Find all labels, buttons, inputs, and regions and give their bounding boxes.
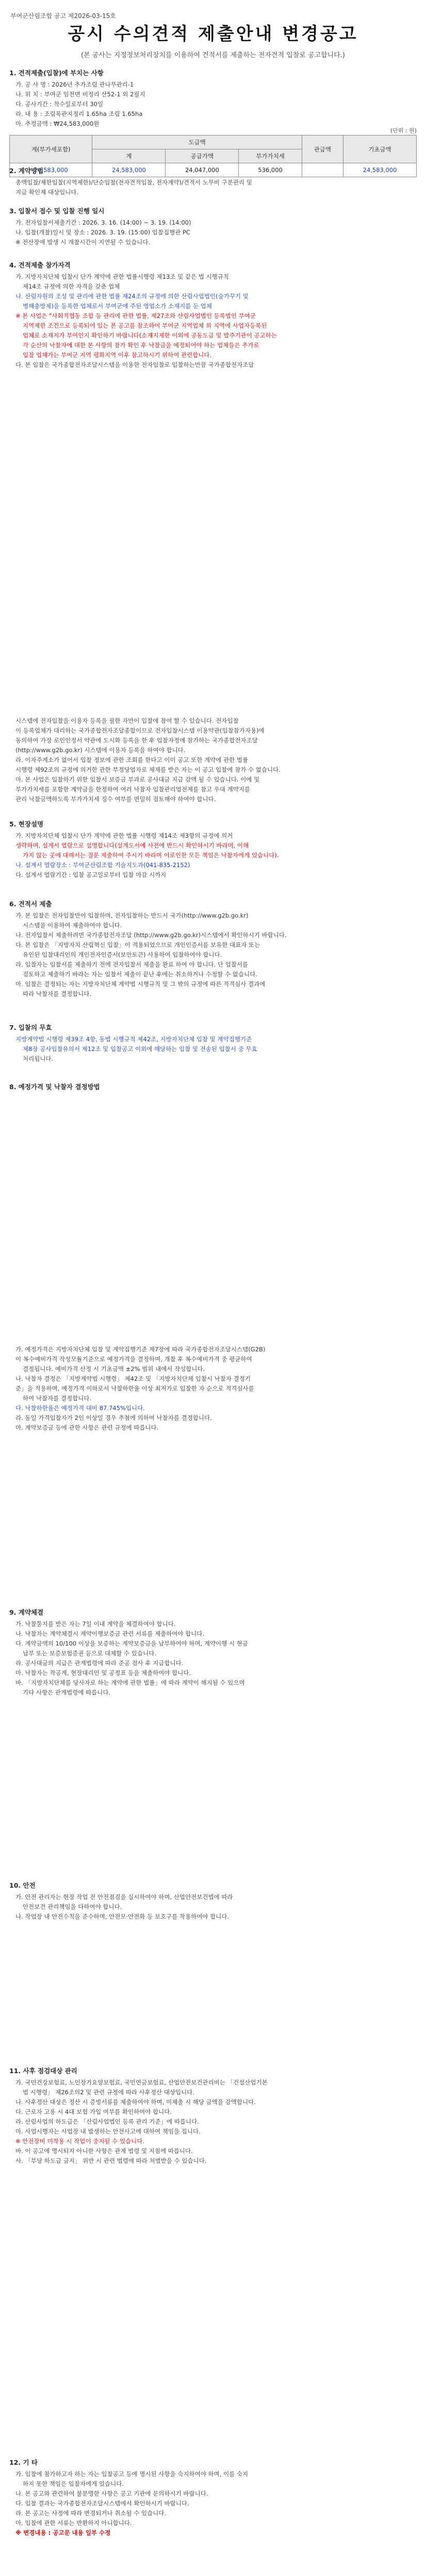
price-header-total: 계(부가세포함) <box>10 135 92 163</box>
section-line: 법 시행령」 제26조의2 및 관련 규정에 따라 사후정산 대상입니다. <box>23 2089 194 2096</box>
section-title: 6. 견적서 제출 <box>9 900 52 908</box>
section-line: 나. 산림자원의 조성 및 관리에 관한 법률 제24조의 규정에 의한 산림사업법인(숲가꾸기 및 <box>15 293 249 300</box>
section-line: 라. 입찰자는 입찰서를 제출하기 전에 전자입찰서 제출을 완료 하여 야 합니다. 단 입찰서를 <box>15 961 249 968</box>
price-cell-base: 24,583,000 <box>343 163 417 177</box>
section-line: 생략하며, 설계서 열람으로 설명합니다(설계도서에 사전에 반드시 확인하시기 바라며, 이해 <box>15 842 249 849</box>
section-line: 가. 안전 관리자는 현장 작업 전 안전점검을 실시하여야 하며, 산업안전보건법에 따라 <box>15 1893 233 1901</box>
section-line: 병해충방제)을 등록한 업체로서 부여군에 주된 영업소가 소재지를 둔 업체 <box>23 302 212 310</box>
section-title: 1. 견적제출(입찰)에 부치는 사항 <box>9 69 104 77</box>
price-subheader-supply: 공급가액 <box>166 149 239 163</box>
section-line: 총액입찰/제한입찰(지역제한)/단순입찰(전자견적입찰, 전자계약)/견적서 노무비 구분관리 및 <box>15 179 252 186</box>
section-misc <box>9 2458 417 2538</box>
section-line: 나. 낙찰자는 계약체결시 계약이행보증금 관련 서류를 제출하여야 합니다. <box>15 1630 205 1637</box>
section-line: 나. 설계서 열람장소 : 부여군산림조합 기술지도과(041-835-2152) <box>15 861 190 869</box>
section-line: 업체로 소재지가 부여인지 확인하기 바랍니다(소재지제한 이외에 공동도급 및 발주기관이 공고하는 <box>23 332 277 339</box>
section-site-briefing <box>9 819 417 880</box>
section-eligibility <box>9 260 417 370</box>
section-line: 다. 입찰 결과는 국가종합전자조달시스템에서 확인하시기 바랍니다. <box>15 2500 189 2507</box>
section-line: 시행령 제92조의 규정에 의거한 관한 부정당업자로 제재를 받은 자는 이 공고 입찰에 참가 수 없습니다. <box>15 766 281 773</box>
section-eligibility-cont <box>9 716 417 804</box>
section-line: 검토하고 제출하기 바라는 자는 입찰서 제출이 끝난 후에는 취소하거나 수정할 수 없습니다. <box>23 971 257 978</box>
section-line: 라. 동일 가격입찰자가 2인 이상일 경우 추첨에 의하여 낙찰자를 결정합니다. <box>15 1414 212 1421</box>
section-title: 12. 기 타 <box>9 2459 38 2466</box>
section-line: 라. 내 용 : 조림목관지정리 1.65ha 조림 1.65ha <box>15 110 143 117</box>
price-cell-vat: 536,000 <box>239 163 302 177</box>
section-line: 나. 위 치 : 부여군 임천면 비정리 산52-1 외 2필지 <box>15 91 145 98</box>
section-line: 안전보건 관리책임을 다하여야 합니다. <box>23 1903 122 1910</box>
section-schedule <box>9 206 417 247</box>
price-unit: (단위 : 원) <box>390 127 417 134</box>
section-line: 제8장 공사입찰유의서 제12조 및 입찰공고 이외에 해당하는 입찰 및 전송된 입찰서 중 무효 <box>23 1045 257 1053</box>
section-line: 마. 추정금액 : ₩24,583,000원 <box>15 120 100 127</box>
section-title: 8. 예정가격 및 낙찰자 결정방법 <box>9 1083 100 1091</box>
price-header-base: 기초금액 <box>343 135 417 163</box>
section-title: 10. 안전 <box>9 1882 36 1889</box>
section-line: 기타 사항은 관계법령에 따릅니다. <box>23 1689 111 1696</box>
section-line: 따라 낙찰자를 결정합니다. <box>23 990 92 997</box>
section-line: 라. 본 공고는 사정에 따라 변경되거나 취소될 수 있습니다. <box>15 2510 167 2517</box>
section-line: 마. 낙찰자는 착공계, 현장대리인 및 공정표 등을 제출하여야 합니다. <box>15 1669 191 1676</box>
section-line: 라. 이자주계소가 없어서 입찰 정보에 관한 조회를 한다고 이미 공고 또한 계약에 관한 법률 <box>15 756 249 764</box>
section-post-check <box>9 2066 417 2166</box>
section-line: 마. 계약보증금 등에 관한 사항은 관련 규정에 따릅니다. <box>15 1424 159 1431</box>
price-header-govt: 관급액 <box>302 135 343 163</box>
section-award-method <box>9 1082 417 1094</box>
section-line: 가지 않는 곳에 대해서는 질문 제출하여 주시기 바라며 이로인한 모든 책임은 낙찰자에게 있습니다). <box>23 852 279 859</box>
section-line: 준」을 적용하며, 예정가격 이하로서 낙찰하한율 이상 최저가로 입찰한 자 순으로 적격심사를 <box>15 1385 254 1392</box>
section-line: 가. 낙찰통지를 받은 자는 7일 이내 계약을 체결하여야 합니다. <box>15 1620 176 1628</box>
section-line: 다. 공사기간 : 착수일로부터 30일 <box>15 100 104 108</box>
section-award-detail <box>9 1345 417 1433</box>
section-line: 나. 작업장 내 안전수칙을 준수하며, 안전모·안전화 등 보호구를 착용하여야 합니다. <box>15 1913 230 1920</box>
section-line: 바. 이 공고에 명시되지 아니한 사항은 관계 법령 및 지침에 따릅니다. <box>15 2147 193 2155</box>
price-cell-total: 24,583,000 <box>10 163 92 177</box>
section-safety <box>9 1880 417 1922</box>
section-line: 가. 공 사 명 : 2026년 추가조림 관나무관리-1 <box>15 81 134 88</box>
section-title: 2. 계약방법 <box>9 167 44 175</box>
section-title: 9. 계약체결 <box>9 1608 44 1616</box>
section-line: 마. 사업시행자는 사업장 내 발생하는 안전사고에 대하여 책임을 집니다. <box>15 2128 201 2135</box>
section-line: 가. 국민건강보험료, 노인장기요양보험료, 국민연금보험료, 산업안전보건관리비는 「건설산업기본 <box>15 2079 268 2086</box>
section-line: 지역제한 조건으로 등록되어 있는 본 공고를 참조하여 부여군 지역업체 외 지역에 사업자등록된 <box>23 322 267 329</box>
section-line: 다. 본 입찰은 「지방자치 산림혁신 입찰」이 적용되었으므로 개인인증서를 보유한 대표자 또는 <box>15 941 260 948</box>
section-contract-method <box>9 166 417 197</box>
section-line: 나. 낙찰자 결정은 「지방계약법 시행령」 제42조 및 「지방자치단체 입찰시 낙찰자 결정기 <box>15 1375 251 1382</box>
section-title: 4. 견적제출 참가자격 <box>9 261 71 269</box>
section-line: ※ 변경내용 : 공고문 내용 일부 수정 <box>15 2529 111 2536</box>
section-line: ※ 안전장비 미착용 시 작업이 중지될 수 있습니다. <box>15 2138 144 2145</box>
section-line: 하여 낙찰자를 결정합니다. <box>23 1395 92 1402</box>
price-subheader-vat: 부가가치세 <box>239 149 302 163</box>
price-cell-sum: 24,583,000 <box>92 163 166 177</box>
section-line: 이 복수예비가격 작성모듈기준으로 예정가격을 결정하며, 개찰 후 복수예비가격 중 평균하여 <box>15 1355 252 1363</box>
section-line: 다. 근로자 고용 시 4대 보험 가입 여부를 확인하여야 합니다. <box>15 2108 172 2115</box>
section-line: 가. 지방자치단체 입찰시 단가 계약에 관한 법률시행령 제13조 및 같은 법 시행규칙 <box>15 273 229 280</box>
section-line: 시스템을 이용하여 제출하여야 합니다. <box>23 922 122 929</box>
section-line: 관리 낙찰금액하도록 부가가치세 징수 여부를 면밀히 검토해야 하여야 합니다. <box>15 795 216 803</box>
section-line: 가. 입찰에 참가하고자 하는 자는 입찰공고 등에 명시된 사항을 숙지하여야 하며, 이를 숙지 <box>15 2470 249 2478</box>
section-line: 가. 예정가격은 지방자치단체 입찰 및 계약집행기준 제7장에 따라 국가종합전자조달시스템(G2B) <box>15 1346 266 1353</box>
section-line: 동의하여 가장 로인인정서 약관에 도시화 등록을 한 후 입찰자정에 참가하는 국가종합전자조달 <box>15 737 258 744</box>
section-line: 나. 전자입찰서 제출하려면 국가종합전자조달 (http://www.g2b.go.kr)시스템에서 확인하시기 바랍니다. <box>15 931 287 939</box>
section-invalid-bid <box>9 1023 417 1064</box>
section-line: (http://www.g2b.go.kr) 시스템에 이용자 등록을 하여야 합니다. <box>15 747 186 754</box>
section-line: 사. 「부당 하도급 금지」 위반 시 관련 법령에 따라 처벌받을 수 있습니다. <box>15 2157 207 2164</box>
section-title: 5. 현장설명 <box>9 820 44 828</box>
section-line: 마. 입찰에 관한 서류는 반환하지 아니합니다. <box>15 2519 132 2527</box>
section-line: 가. 본 입찰은 전자입찰만이 입찰하며, 전자입찰하는 반드시 국가(http://www.g2b.go.kr) <box>15 912 249 919</box>
section-submission <box>9 899 417 999</box>
section-title: 7. 입찰의 무효 <box>9 1024 52 1031</box>
section-line: 결정됩니다. 예비가격 산정 시 기초금액 ±2% 범위 내에서 작성합니다. <box>23 1365 205 1372</box>
section-bid-subject <box>9 68 417 129</box>
section-line: 처리됩니다. <box>23 1055 54 1062</box>
price-cell-supply: 24,047,000 <box>166 163 239 177</box>
price-subheader-sum: 계 <box>92 149 166 163</box>
section-line: 하지 못한 책임은 입찰자에게 있습니다. <box>23 2480 124 2487</box>
price-header-contract: 도급액 <box>92 135 302 149</box>
section-line: 제14조 규정에 의한 자격을 갖춘 업체 <box>23 283 120 290</box>
section-line: 나. 본 공고와 관련하여 불분명한 사항은 공고 기관에 문의하시기 바랍니다. <box>15 2490 208 2497</box>
section-line: ※ 본 사업은 "사회적협동 조합 등 관리에 관한 법률, 제27조와 산림사업법인 등록법인 부여군 <box>15 312 256 319</box>
section-line: 나. 입찰(개찰)일시 및 장소 : 2026. 3. 19. (15:00) 입찰집행관 PC <box>15 229 190 236</box>
section-line: 라. 공사대금의 지급은 관계법령에 따라 준공 검사 후 지급합니다. <box>15 1659 184 1667</box>
section-line: 부가가치세를 포함한 계약금을 한정하여 여러 낙찰자 입찰관리업전제를 참고 우대 계약지를 <box>15 786 251 793</box>
notice-number: 부여군산림조합 공고 제2026-03-15호 <box>10 12 116 20</box>
section-line: 다. 본 입찰은 국가종합전자조달시스템을 이용한 전자입찰로 입찰하는만큼 국가종합전자조달 <box>15 361 254 368</box>
page-title: 공시 수의견적 제출안내 변경공고 <box>68 24 358 44</box>
section-line: 지급 확인제 대상입니다. <box>15 189 79 196</box>
section-title: 3. 입찰서 접수 및 입찰 진행 일시 <box>9 207 105 215</box>
section-line: 이 등록업체가 대리하는 국가종합전자조달종합이므로 전자입찰시스템 이용약관(입찰참가자용)에 <box>15 727 265 734</box>
section-line: 바. 「지방자치단체를 당사자로 하는 계약에 관한 법률」에 따라 계약이 해지될 수 있으며 <box>15 1679 245 1686</box>
section-line: 지방계약법 시행령 제39조 4항, 동법 시행규칙 제42조, 지방자치단체 입찰 및 계약집행기준 <box>15 1036 252 1043</box>
section-line: 마. 본 사업은 입찰하기 위한 입찰서 보증금 부과로 공사대금 지급 감액 될 수 있습니다. 이에 및 <box>15 776 260 783</box>
section-line: 각 순산의 낙찰자에 대한 본 사항의 참가 확인 후 낙찰금을 예정되어야 하는 업체들은 추가로 <box>23 342 259 349</box>
section-line: 가. 전자입찰서제출기간 : 2026. 3. 16. (14:00) ~ 3. 19. (14:00) <box>15 219 191 226</box>
section-contract <box>9 1607 417 1698</box>
section-line: 시스템에 전자입찰을 이용자 등록을 필한 자만이 입찰에 참여 할 수 있습니다. 전자입찰 <box>15 717 239 724</box>
section-line: 납부 또는 보증보험증권 등으로 대체할 수 있습니다. <box>23 1650 156 1657</box>
section-line: 유인된 입찰대리인의 개인전자인증서(보안토큰) 사용하여 입찰하여야 합니다. <box>23 951 222 958</box>
section-line: 다. 설계서 열람기간 : 입찰 공고일로부터 입찰 마감 시까지 <box>15 871 167 878</box>
section-line: ※ 전산장애 발생 시 개찰시간이 지연될 수 있습니다. <box>15 239 151 246</box>
section-line: 입찰 업체가는 부여군 지역 평화지역 이후 참고하시기 위하여 관련합니다. <box>23 351 212 359</box>
section-line: 나. 사후정산 대상은 정산 시 증빙서류를 제출하여야 하며, 미제출 시 해당 금액을 감액합니다. <box>15 2098 256 2106</box>
section-line: 다. 계약금액의 10/100 이상을 보증하는 계약보증금을 납부하여야 하며, 계약이행 시 현금 <box>15 1640 248 1647</box>
section-line: 라. 산림사업의 하도급은 「산림사업법인 등록 관리 기준」에 따릅니다. <box>15 2118 199 2125</box>
page-subtitle: (본 공사는 지정정보처리장치를 이용하여 견적서를 제출하는 전자견적 입찰로 공고합니다.) <box>81 52 345 59</box>
section-line: 가. 지방자치단체 입찰시 단가 계약에 관한 법률 시행령 제14조 제3항의 규정에 의거 <box>15 832 233 839</box>
section-line: 마. 입찰은 결정되는 자는 지방자치단체 계약법 시행규칙 및 그 밖의 규정에 따른 적격심사 결과에 <box>15 980 266 988</box>
section-line: 다. 낙찰하한율은 예정가격 대비 87.745%입니다. <box>15 1404 145 1412</box>
section-title: 11. 사후 점검대상 관리 <box>9 2067 77 2075</box>
